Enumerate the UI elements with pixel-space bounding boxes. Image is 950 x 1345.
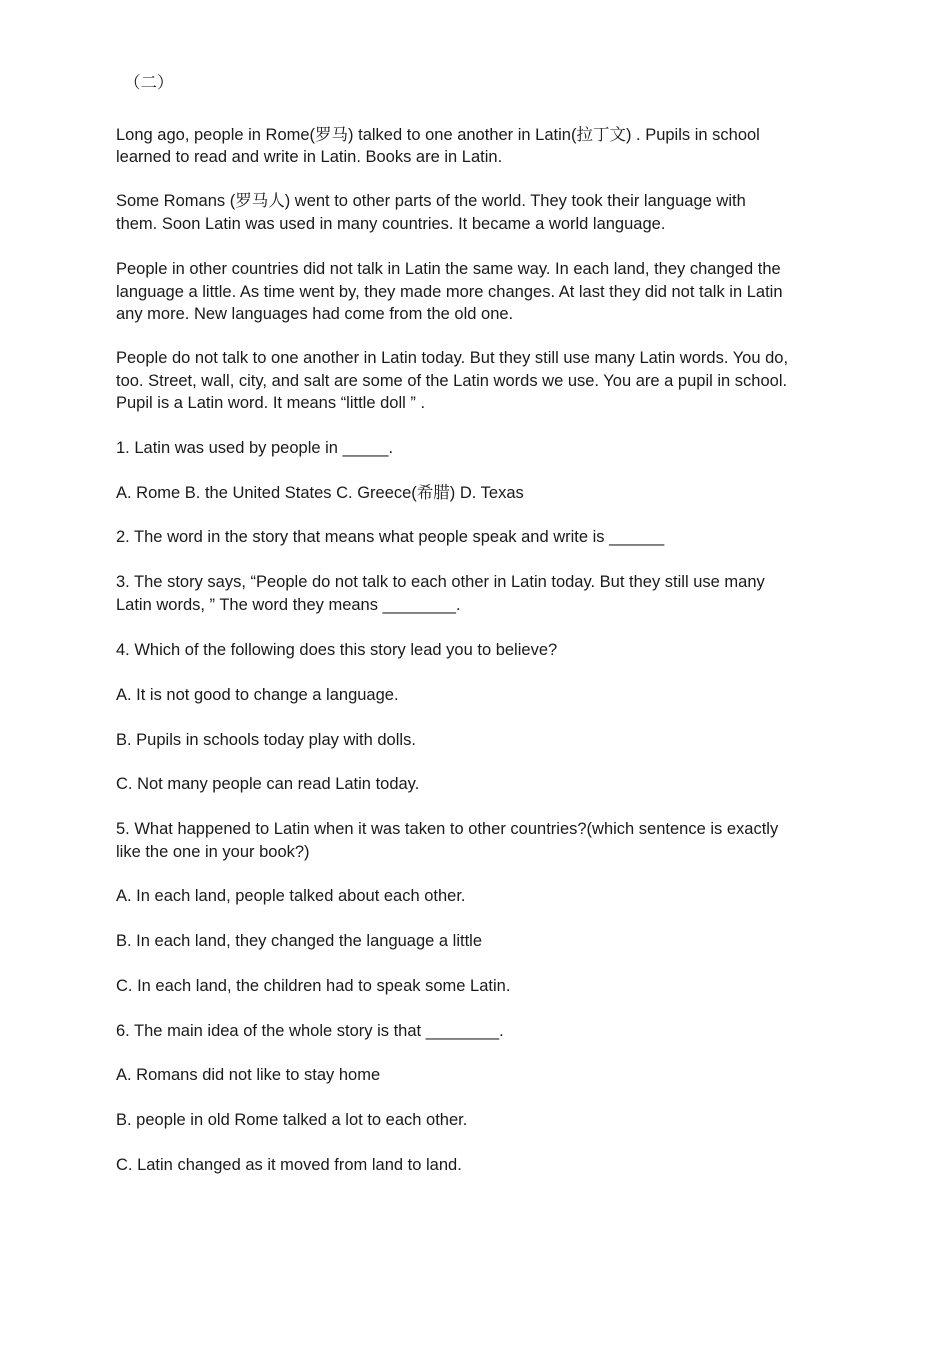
passage-line: any more. New languages had come from the old one.	[116, 305, 514, 323]
question-1-prompt: 1. Latin was used by people in _____.	[116, 439, 394, 457]
question-3-prompt: 3. The story says, “People do not talk to each other in Latin today. But they still use many	[116, 573, 765, 591]
passage-line: Long ago, people in Rome(罗马) talked to one another in Latin(拉丁文) . Pupils in school	[116, 126, 760, 144]
question-6-option-b: B. people in old Rome talked a lot to each other.	[116, 1111, 468, 1129]
question-4-option-a: A. It is not good to change a language.	[116, 686, 399, 704]
question-5-option-c: C. In each land, the children had to speak some Latin.	[116, 977, 511, 995]
section-heading: （二）	[124, 74, 174, 92]
question-4-option-b: B. Pupils in schools today play with dolls.	[116, 731, 416, 749]
passage-line: learned to read and write in Latin. Books are in Latin.	[116, 148, 503, 166]
question-1-options: A. Rome B. the United States C. Greece(希腊) D. Texas	[116, 484, 524, 502]
question-4-prompt: 4. Which of the following does this story lead you to believe?	[116, 641, 558, 659]
passage-line: People do not talk to one another in Latin today. But they still use many Latin words. You do,	[116, 349, 789, 367]
question-5-prompt: like the one in your book?)	[116, 843, 310, 861]
question-3-prompt: Latin words, ” The word they means ________.	[116, 596, 461, 614]
passage-line: them. Soon Latin was used in many countries. It became a world language.	[116, 215, 666, 233]
question-5-option-a: A. In each land, people talked about each other.	[116, 887, 466, 905]
question-6-option-a: A. Romans did not like to stay home	[116, 1066, 381, 1084]
passage-line: language a little. As time went by, they made more changes. At last they did not talk in Latin	[116, 283, 783, 301]
question-6-prompt: 6. The main idea of the whole story is that ________.	[116, 1022, 504, 1040]
passage-line: Some Romans (罗马人) went to other parts of the world. They took their language with	[116, 192, 746, 210]
question-2-prompt: 2. The word in the story that means what people speak and write is ______	[116, 528, 665, 546]
question-5-option-b: B. In each land, they changed the language a little	[116, 932, 483, 950]
question-6-option-c: C. Latin changed as it moved from land to land.	[116, 1156, 462, 1174]
question-4-option-c: C. Not many people can read Latin today.	[116, 775, 420, 793]
question-5-prompt: 5. What happened to Latin when it was taken to other countries?(which sentence is exactly	[116, 820, 779, 838]
passage-line: Pupil is a Latin word. It means “little doll ” .	[116, 394, 426, 412]
passage-line: too. Street, wall, city, and salt are some of the Latin words we use. You are a pupil in school.	[116, 372, 788, 390]
passage-line: People in other countries did not talk in Latin the same way. In each land, they changed the	[116, 260, 781, 278]
